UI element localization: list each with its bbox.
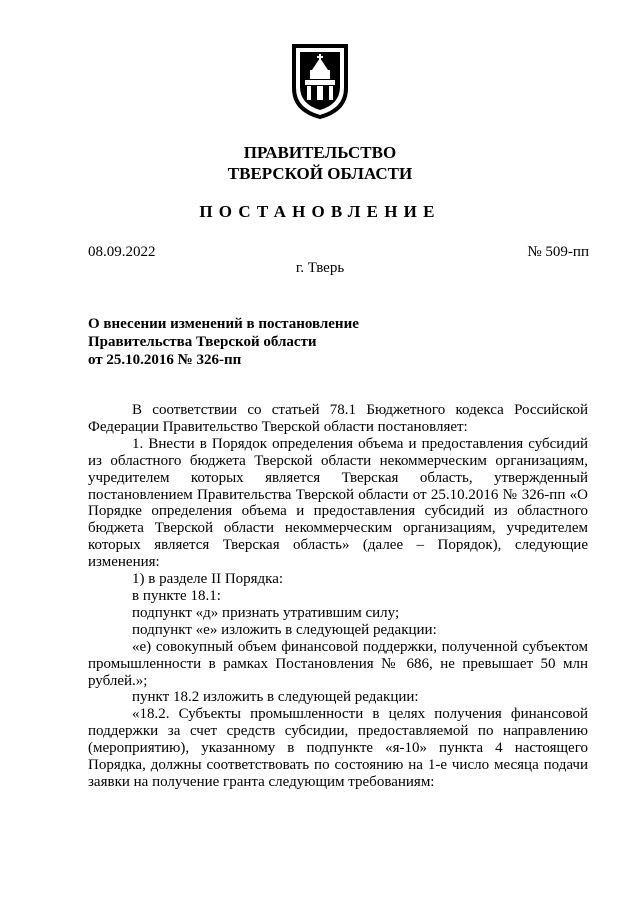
paragraph-point-18-2-text: «18.2. Субъекты промышленности в целях получения финансовой поддержки за счет средств субсидии, предоставляемой по направлению (мероприятию), указанному в подпункте «я-10» пункта 4 настоящего Порядка, должны соответствовать по состоянию на 1-е число месяца подачи заявки на получение гранта следующим требованиям: <box>88 706 588 790</box>
title-line3: от 25.10.2016 № 326-пп <box>88 352 242 368</box>
paragraph-point-18-2: пункт 18.2 изложить в следующей редакции: <box>132 689 419 706</box>
government-name-line2: ТВЕРСКОЙ ОБЛАСТИ <box>227 164 413 183</box>
coat-of-arms-icon <box>290 42 350 120</box>
government-name-line1: ПРАВИТЕЛЬСТВО <box>243 143 397 162</box>
document-city: г. Тверь <box>295 260 345 276</box>
title-line2: Правительства Тверской области <box>88 334 317 350</box>
document-number: № 509-пп <box>527 244 589 260</box>
document-date: 08.09.2022 <box>88 244 156 260</box>
paragraph-point-18-1: в пункте 18.1: <box>132 587 221 604</box>
document-body <box>88 402 588 791</box>
paragraph-section-ii: 1) в разделе II Порядка: <box>132 571 284 588</box>
paragraph-subpoint-e: подпункт «е» изложить в следующей редакции: <box>132 621 437 638</box>
paragraph-subpoint-d: подпункт «д» признать утратившим силу; <box>132 604 400 621</box>
paragraph-subpoint-e-text: «е) совокупный объем финансовой поддержки, полученной субъектом промышленности в рамках Постановления № 686, не превышает 50 млн рублей.»; <box>88 638 588 689</box>
paragraph-preamble: В соответствии со статьей 78.1 Бюджетного кодекса Российской Федерации Правительство Тверской области постановляет: <box>88 402 588 435</box>
paragraph-item-1: 1. Внести в Порядок определения объема и предоставления субсидий из областного бюджета Тверской области некоммерческим организациям, учредителем которых является Тверская область, утвержденный постановлением Правительства Тверской области от 25.10.2016 № 326-пп «О Порядке определения объема и предоставления субсидий из областного бюджета Тверской области некоммерческим организациям, учредителем которых является Тверская область» (далее – Порядок), следующие изменения: <box>88 435 588 571</box>
document-title <box>88 315 508 369</box>
title-line1: О внесении изменений в постановление <box>88 316 359 332</box>
document-type: ПОСТАНОВЛЕНИЕ <box>199 202 441 221</box>
